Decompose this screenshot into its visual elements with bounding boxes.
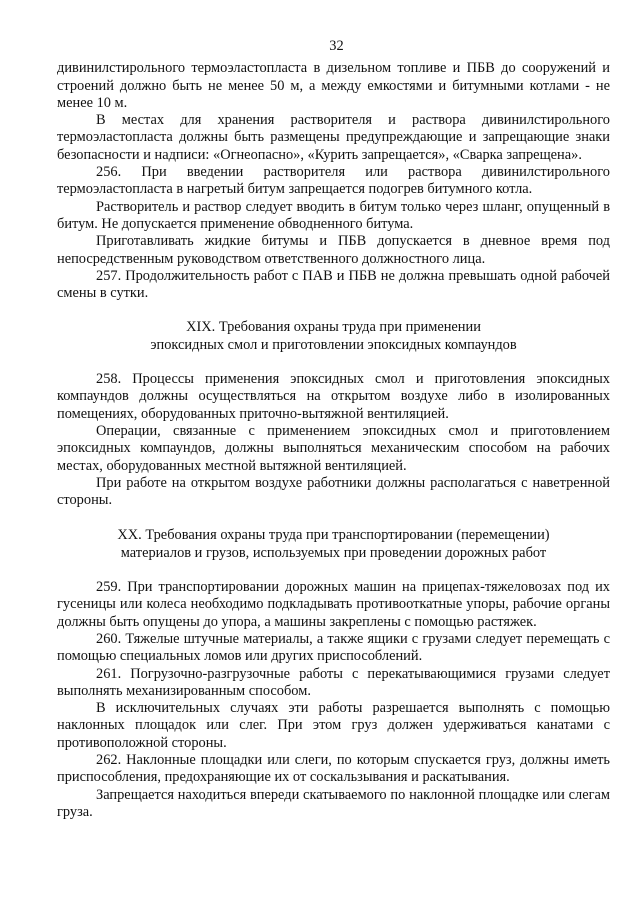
paragraph: 262. Наклонные площадки или слеги, по которым спускается груз, должны иметь приспособления, предохраняющие их от соскальзывания и раскатывания. xyxy=(57,751,610,786)
paragraph: Растворитель и раствор следует вводить в битум только через шланг, опущенный в битум. Не допускается применение обводненного битума. xyxy=(57,198,610,232)
paragraph: 258. Процессы применения эпоксидных смол и приготовления эпоксидных компаундов должны осуществляться на открытом воздухе либо в изолированных помещениях, оборудованных приточно-вытяжной вентиляцией. xyxy=(57,371,610,422)
paragraph: В местах для хранения растворителя и раствора дивинилстирольного термоэластопласта должны быть размещены предупреждающие и запрещающие знаки безопасности и надписи: «Огнеопасно», «Курить запрещается», «Сварка запрещена». xyxy=(57,112,610,163)
section-heading-line: материалов и грузов, используемых при проведении дорожных работ xyxy=(120,544,547,561)
paragraph: 260. Тяжелые штучные материалы, а также ящики с грузами следует перемещать с помощью специальных ломов или других приспособлений. xyxy=(57,630,610,665)
section-heading xyxy=(57,319,610,354)
paragraph: При работе на открытом воздухе работники должны располагаться с наветренной стороны. xyxy=(57,474,610,509)
section-heading xyxy=(57,527,610,562)
paragraph: 257. Продолжительность работ с ПАВ и ПБВ не должна превышать одной рабочей смены в сутки. xyxy=(57,267,610,302)
section-heading-line: эпоксидных смол и приготовлении эпоксидных компаундов xyxy=(150,336,517,353)
paragraph: Приготавливать жидкие битумы и ПБВ допускается в дневное время под непосредственным руководством ответственного должностного лица. xyxy=(57,233,610,267)
paragraph: 259. При транспортировании дорожных машин на прицепах-тяжеловозах под их гусеницы или колеса необходимо подкладывать противооткатные упоры, рабочие органы должны быть опущены до упора, а машины закреплены с помощью растяжек. xyxy=(57,579,610,630)
paragraph: 261. Погрузочно-разгрузочные работы с перекатывающимися грузами следует выполнять механизированным способом. xyxy=(57,665,610,699)
paragraph: Операции, связанные с применением эпоксидных смол и приготовлением эпоксидных компаундов, должны выполняться механическим способом на рабочих местах, оборудованных местной вытяжной вентиляцией. xyxy=(57,422,610,474)
section-heading-line: XX. Требования охраны труда при транспортировании (перемещении) xyxy=(117,527,550,544)
page-number: 32 xyxy=(329,38,344,54)
section-heading-line: XIX. Требования охраны труда при применении xyxy=(186,319,481,336)
paragraph: В исключительных случаях эти работы разрешается выполнять с помощью наклонных площадок или слег. При этом груз должен удерживаться канатами с противоположной стороны. xyxy=(57,700,610,751)
paragraph: 256. При введении растворителя или раствора дивинилстирольного термоэластопласта в нагретый битум запрещается подогрев битумного котла. xyxy=(57,164,610,198)
paragraph: дивинилстирольного термоэластопласта в дизельном топливе и ПБВ до сооружений и строений должно быть не менее 50 м, а между емкостями и битумными котлами - не менее 10 м. xyxy=(57,60,610,111)
paragraph: Запрещается находиться впереди скатываемого по наклонной площадке или слегам груза. xyxy=(57,786,610,820)
